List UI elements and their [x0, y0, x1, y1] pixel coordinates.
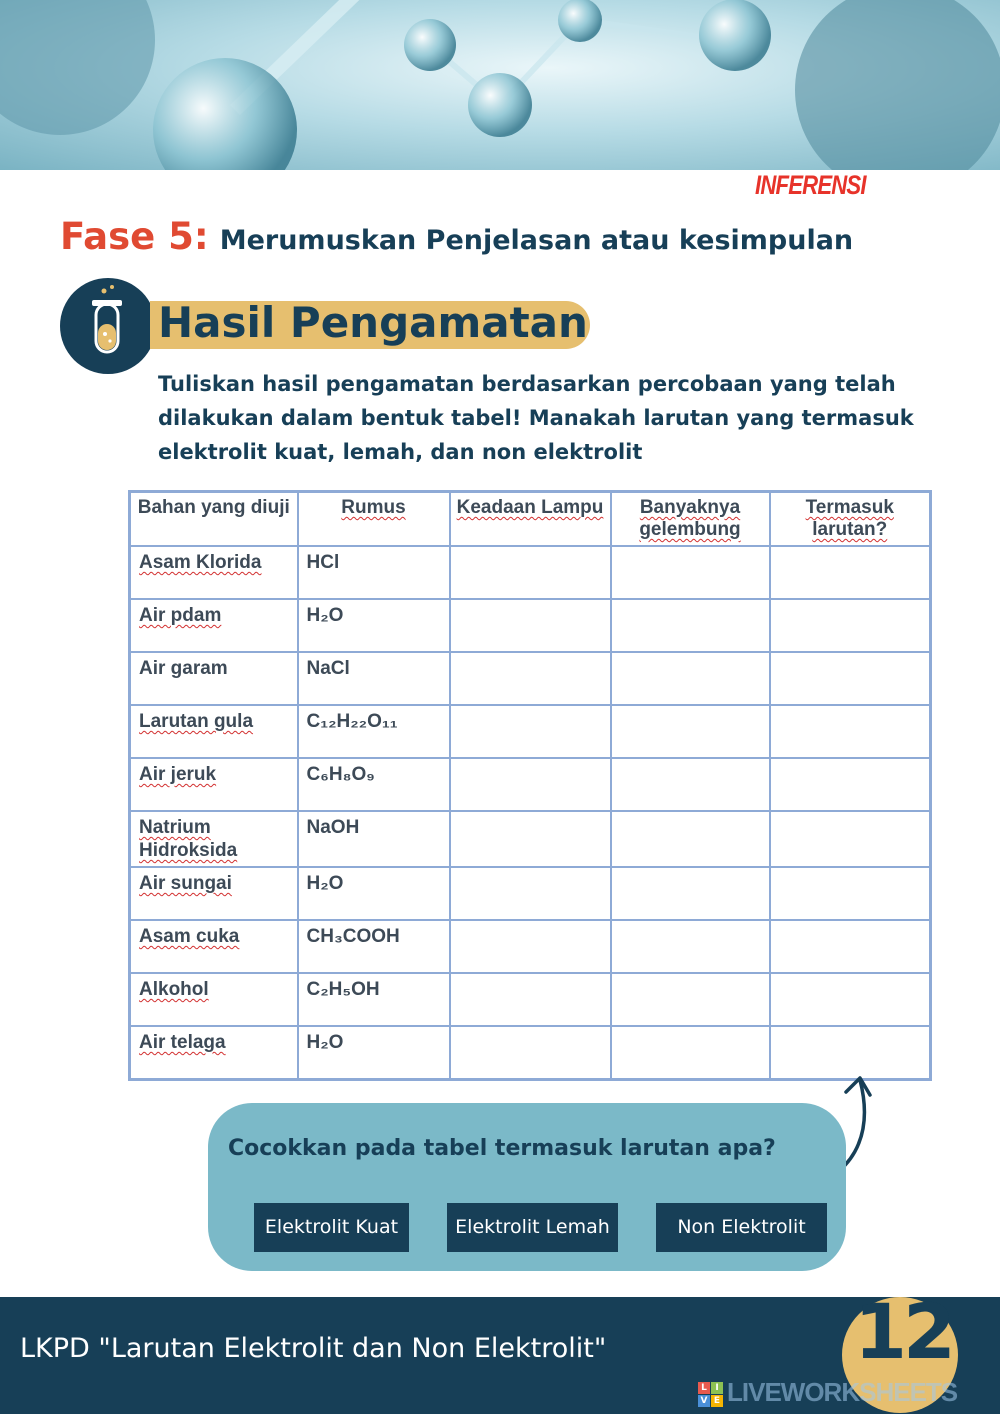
table-row: [130, 811, 931, 867]
liveworksheets-watermark: LIVEWORKSHEETS: [727, 1377, 958, 1407]
cell-keadaan-lampu[interactable]: [450, 705, 611, 758]
cell-banyaknya-gelembung[interactable]: [611, 973, 770, 1026]
observation-table: [128, 490, 932, 1081]
cell-bahan: Asam Klorida: [130, 546, 298, 599]
cell-termasuk-larutan[interactable]: [770, 867, 931, 920]
cell-rumus: H₂O: [298, 599, 450, 652]
inferensi-tag: INFERENSI: [755, 170, 866, 200]
cell-rumus: CH₃COOH: [298, 920, 450, 973]
cell-termasuk-larutan[interactable]: [770, 920, 931, 973]
cell-banyaknya-gelembung[interactable]: [611, 811, 770, 867]
cell-termasuk-larutan[interactable]: [770, 811, 931, 867]
header-keadaan-lampu: Keadaan Lampu: [450, 492, 611, 547]
cell-termasuk-larutan[interactable]: [770, 758, 931, 811]
phase-number: Fase 5:: [60, 215, 209, 258]
cell-bahan: Air pdam: [130, 599, 298, 652]
cell-rumus: HCl: [298, 546, 450, 599]
cell-keadaan-lampu[interactable]: [450, 973, 611, 1026]
cell-rumus: C₁₂H₂₂O₁₁: [298, 705, 450, 758]
cell-bahan: Air telaga: [130, 1026, 298, 1080]
table-row: [130, 867, 931, 920]
cell-rumus: H₂O: [298, 867, 450, 920]
header-bahan: Bahan yang diuji: [130, 492, 298, 547]
table-header-row: [130, 492, 931, 547]
cell-termasuk-larutan[interactable]: [770, 546, 931, 599]
table-row: [130, 546, 931, 599]
header-rumus: Rumus: [298, 492, 450, 547]
cell-keadaan-lampu[interactable]: [450, 1026, 611, 1080]
instructions-text: Tuliskan hasil pengamatan berdasarkan percobaan yang telah dilakukan dalam bentuk tabel! Manakah larutan yang termasuk elektrolit kuat, lemah, dan non elektrolit: [158, 372, 914, 464]
molecule-illustration: [0, 0, 1000, 170]
header-banner: [0, 0, 1000, 170]
option-non-elektrolit-button[interactable]: Non Elektrolit: [656, 1203, 827, 1252]
cell-rumus: C₂H₅OH: [298, 973, 450, 1026]
cell-rumus: NaCl: [298, 652, 450, 705]
cell-banyaknya-gelembung[interactable]: [611, 652, 770, 705]
cell-banyaknya-gelembung[interactable]: [611, 546, 770, 599]
cell-bahan: Air sungai: [130, 867, 298, 920]
cell-keadaan-lampu[interactable]: [450, 920, 611, 973]
cell-rumus: C₆H₈O₉: [298, 758, 450, 811]
cell-bahan: Asam cuka: [130, 920, 298, 973]
cell-termasuk-larutan[interactable]: [770, 973, 931, 1026]
footer-title: LKPD "Larutan Elektrolit dan Non Elektrolit": [20, 1333, 607, 1364]
cell-banyaknya-gelembung[interactable]: [611, 705, 770, 758]
table-row: [130, 705, 931, 758]
cell-termasuk-larutan[interactable]: [770, 599, 931, 652]
cell-banyaknya-gelembung[interactable]: [611, 599, 770, 652]
cell-banyaknya-gelembung[interactable]: [611, 867, 770, 920]
table-row: [130, 920, 931, 973]
header-termasuk-larutan: Termasuk larutan?: [770, 492, 931, 547]
cell-bahan: Air jeruk: [130, 758, 298, 811]
cell-bahan: Air garam: [130, 652, 298, 705]
cell-bahan: Natrium Hidroksida: [130, 811, 298, 867]
cell-rumus: NaOH: [298, 811, 450, 867]
test-tube-icon: [60, 278, 156, 374]
section-title: Hasil Pengamatan: [158, 298, 588, 347]
phase-title: Merumuskan Penjelasan atau kesimpulan: [219, 225, 854, 256]
header-banyaknya-gelembung: Banyaknya gelembung: [611, 492, 770, 547]
cell-bahan: Larutan gula: [130, 705, 298, 758]
cell-keadaan-lampu[interactable]: [450, 546, 611, 599]
cell-banyaknya-gelembung[interactable]: [611, 920, 770, 973]
cell-keadaan-lampu[interactable]: [450, 867, 611, 920]
cell-bahan: Alkohol: [130, 973, 298, 1026]
phase-heading: [60, 215, 853, 258]
cell-rumus: H₂O: [298, 1026, 450, 1080]
table-row: [130, 758, 931, 811]
matching-question: Cocokkan pada tabel termasuk larutan apa?: [228, 1136, 776, 1161]
cell-keadaan-lampu[interactable]: [450, 811, 611, 867]
cell-keadaan-lampu[interactable]: [450, 758, 611, 811]
table-row: [130, 599, 931, 652]
option-elektrolit-lemah-button[interactable]: Elektrolit Lemah: [447, 1203, 618, 1252]
cell-banyaknya-gelembung[interactable]: [611, 758, 770, 811]
cell-termasuk-larutan[interactable]: [770, 705, 931, 758]
table-row: [130, 973, 931, 1026]
table-row: [130, 652, 931, 705]
cell-keadaan-lampu[interactable]: [450, 599, 611, 652]
cell-termasuk-larutan[interactable]: [770, 652, 931, 705]
liveworksheets-logo-icon: L I V E: [698, 1382, 724, 1408]
cell-keadaan-lampu[interactable]: [450, 652, 611, 705]
page-number: 12: [854, 1287, 952, 1376]
cell-banyaknya-gelembung[interactable]: [611, 1026, 770, 1080]
option-elektrolit-kuat-button[interactable]: Elektrolit Kuat: [254, 1203, 409, 1252]
